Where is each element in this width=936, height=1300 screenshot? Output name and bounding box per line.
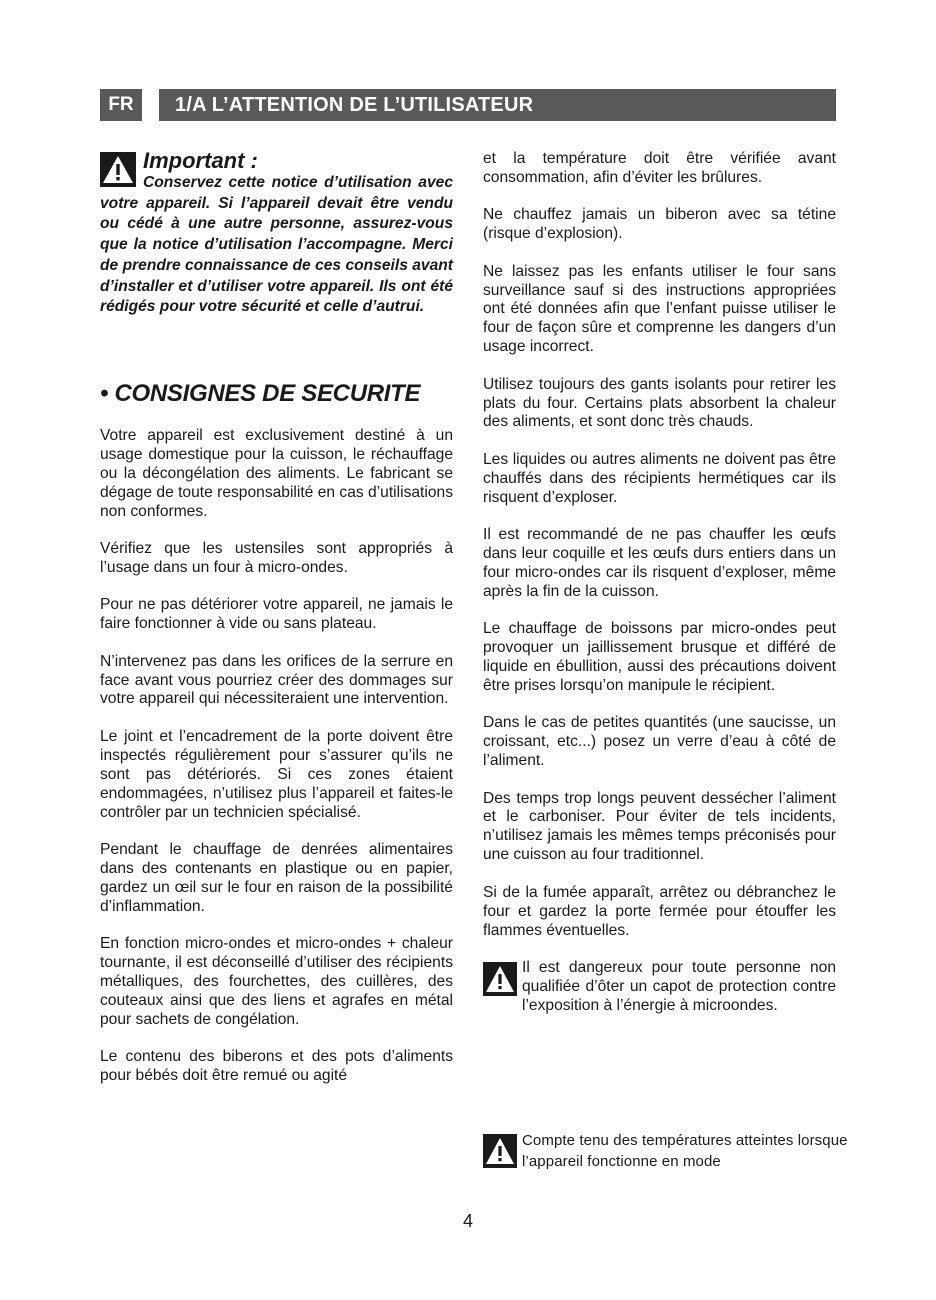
paragraph: Si de la fumée apparaît, arrêtez ou débranchez le four et gardez la porte fermée pour étouffer les flammes éventuelles. — [483, 883, 836, 939]
warning-text: Compte tenu des températures atteintes lorsque l’appareil fonctionne en mode — [522, 1132, 848, 1170]
paragraph: Les liquides ou autres aliments ne doivent pas être chauffés dans des récipients hermétiques car ils risquent d’exploser. — [483, 450, 836, 506]
paragraph: En fonction micro-ondes et micro-ondes + chaleur tournante, il est déconseillé d’utiliser des récipients métalliques, des fourchettes, des cuillères, des couteaux ainsi que des liens et agrafes en métal pour sachets de congélation. — [100, 935, 453, 1028]
paragraph: Il est recommandé de ne pas chauffer les œufs dans leur coquille et les œufs durs entiers dans un four micro-ondes car ils risquent d’exploser, même après la fin de la cuisson. — [483, 526, 836, 600]
paragraph: Le joint et l’encadrement de la porte doivent être inspectés régulièrement pour s’assurer qu’ils ne sont pas détériorés. Si ces zones étaient endommagées, n’utilisez plus l’appareil et faites-le contrôler par un technicien spécialisé. — [100, 727, 453, 821]
microwave-warning — [483, 959, 836, 1016]
paragraph: Des temps trop longs peuvent dessécher l’aliment et le carboniser. Pour éviter de tels incidents, n’utilisez jamais les mêmes temps préconisés pour une cuisson au four traditionnel. — [483, 789, 836, 864]
warning-icon — [483, 962, 517, 996]
paragraph: Vérifiez que les ustensiles sont appropriés à l’usage dans un four à micro-ondes. — [100, 540, 453, 576]
paragraph: Le contenu des biberons et des pots d’aliments pour bébés doit être remué ou agité — [100, 1048, 453, 1084]
section-title: • CONSIGNES DE SECURITE — [100, 380, 421, 407]
right-paragraphs — [483, 150, 836, 1034]
important-notice — [100, 150, 453, 340]
left-column — [100, 148, 453, 1084]
page-number: 4 — [462, 1211, 473, 1231]
warning-text: Il est dangereux pour toute personne non qualifiée d’ôter un capot de protection contre l’exposition à l’énergie à microondes. — [522, 958, 836, 1014]
paragraph: Pour ne pas détériorer votre appareil, ne jamais le faire fonctionner à vide ou sans plateau. — [100, 596, 453, 633]
paragraph: Votre appareil est exclusivement destiné à un usage domestique pour la cuisson, le réchauffage ou la décongélation des aliments. Le fabricant se dégage de toute responsabilité en cas d’utilisations non conformes. — [100, 427, 453, 520]
temperature-warning — [483, 1131, 863, 1172]
important-title: Important : — [143, 148, 258, 173]
page-header — [100, 89, 836, 121]
paragraph: Le chauffage de boissons par micro-ondes peut provoquer un jaillissement brusque et différé de liquide en ébullition, aussi des précautions doivent être prises lorsqu’on manipule le récipient. — [483, 620, 836, 694]
paragraph: Ne laissez pas les enfants utiliser le four sans surveillance sauf si des instructions appropriées ont été données afin que l’enfant puisse utiliser le four de façon sûre et comprenne les dangers d’un usage incorrect. — [483, 262, 836, 356]
paragraph: Dans le cas de petites quantités (une saucisse, un croissant, etc...) posez un verre d’eau à côté de l’aliment. — [483, 714, 836, 770]
paragraph: N’intervenez pas dans les orifices de la serrure en face avant vous pourriez créer des dommages sur votre appareil qui nécessiteraient une intervention. — [100, 652, 453, 708]
paragraph: et la température doit être vérifiée avant consommation, afin d’éviter les brûlures. — [483, 150, 836, 186]
warning-icon — [483, 1134, 517, 1168]
paragraph: Pendant le chauffage de denrées alimentaires dans des contenants en plastique ou en papier, gardez un œil sur le four en raison de la possibilité d’inflammation. — [100, 840, 453, 915]
paragraph: Ne chauffez jamais un biberon avec sa tétine (risque d’explosion). — [483, 206, 836, 243]
left-paragraphs — [100, 427, 453, 1104]
important-text: Conservez cette notice d’utilisation avec votre appareil. Si l’appareil devait être vendu ou cédé à une autre personne, assurez-vous que la notice d’utilisation l’accompagne. Merci de prendre connaissance de ces conseils avant d’installer et d’utiliser votre appareil. Ils ont été rédigés pour votre sécurité et celle d’autrui. — [100, 174, 453, 316]
header-title: 1/A L’ATTENTION DE L’UTILISATEUR — [159, 89, 836, 121]
language-badge: FR — [100, 89, 142, 121]
paragraph: Utilisez toujours des gants isolants pour retirer les plats du four. Certains plats absorbent la chaleur des aliments, et sont donc très chauds. — [483, 375, 836, 431]
